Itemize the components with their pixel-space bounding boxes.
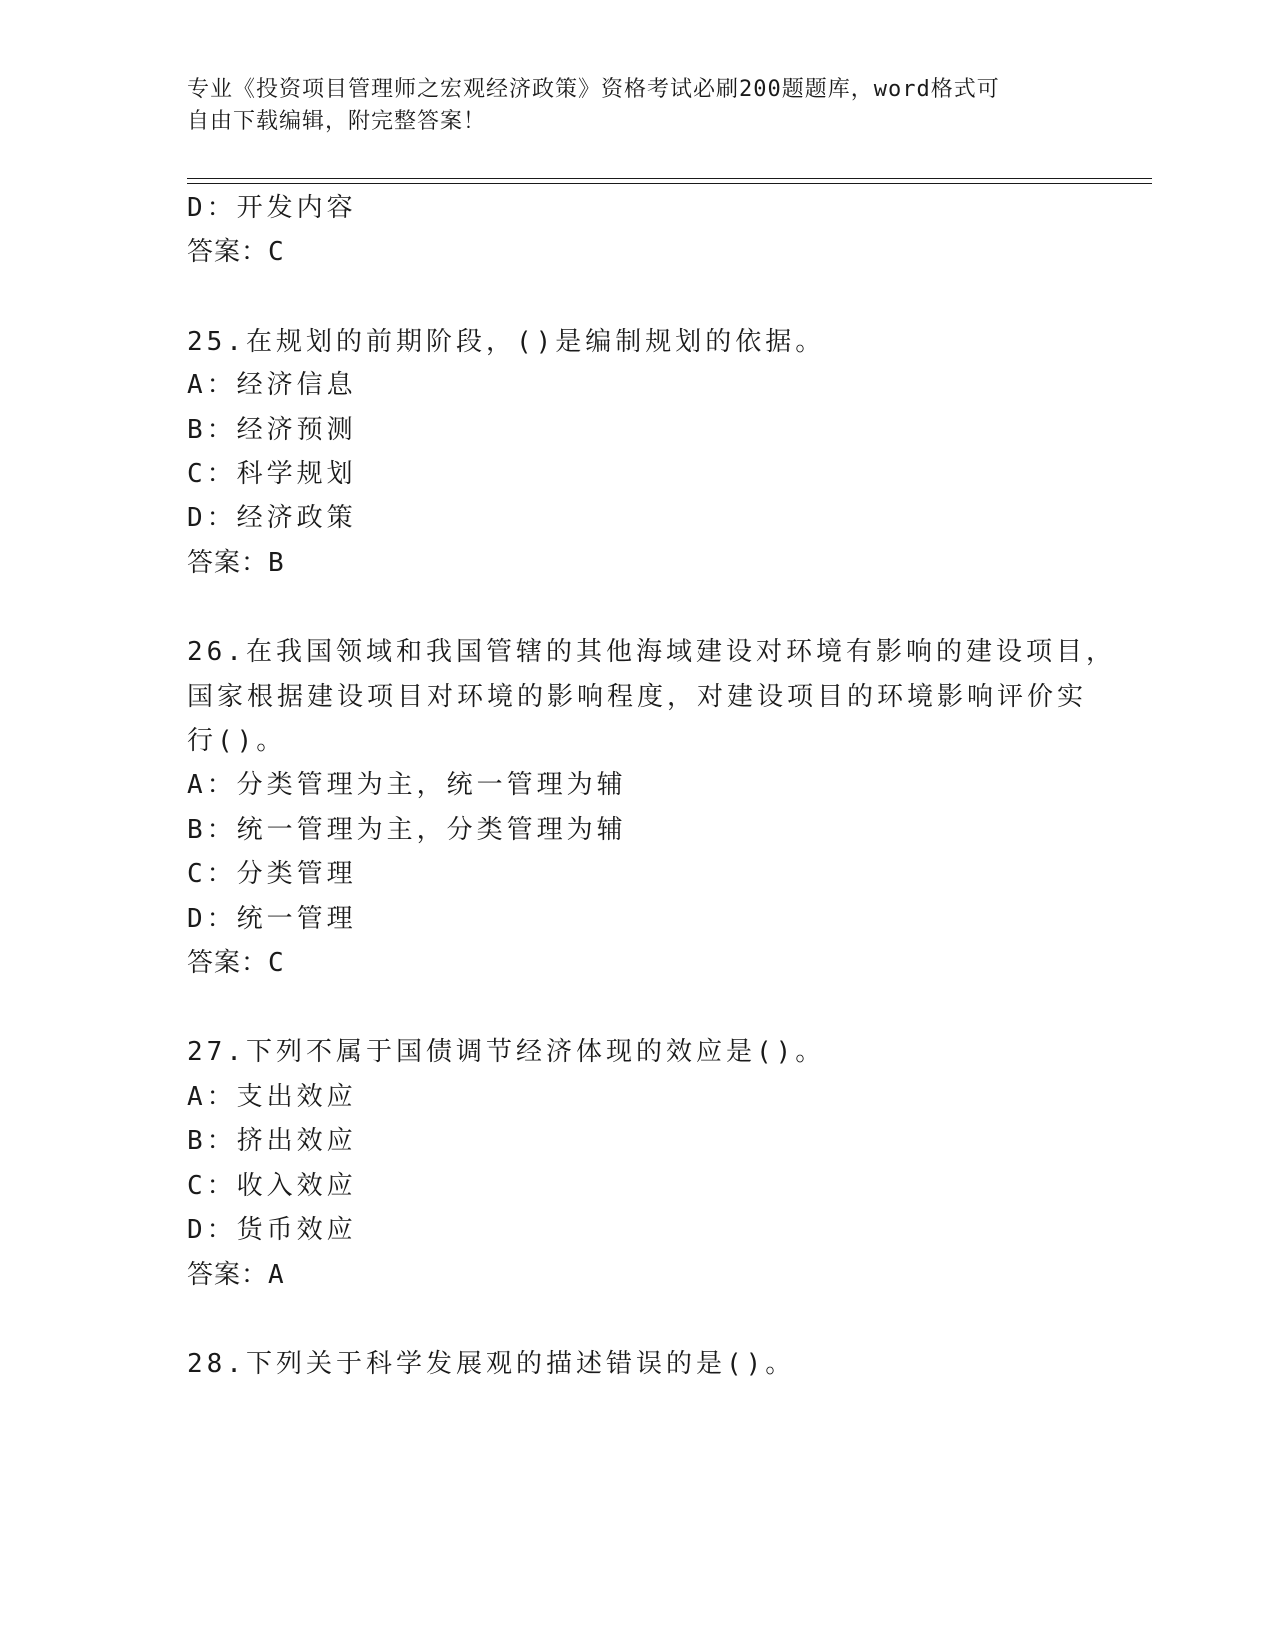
q28-stem: 28.下列关于科学发展观的描述错误的是()。 — [187, 1349, 796, 1379]
q27-option-a: A：支出效应 — [187, 1082, 357, 1112]
q27-option-d: D：货币效应 — [187, 1215, 357, 1245]
header-line-2: 自由下载编辑，附完整答案！ — [187, 109, 487, 134]
header-divider-bottom — [187, 183, 1152, 184]
q27-option-b: B：挤出效应 — [187, 1126, 357, 1156]
q27-option-c: C：收入效应 — [187, 1171, 357, 1201]
q26-stem-line-1: 26.在我国领域和我国管辖的其他海域建设对环境有影响的建设项目， — [187, 637, 1116, 667]
q25-option-c: C：科学规划 — [187, 459, 357, 489]
q26-stem-line-3: 行()。 — [187, 726, 287, 756]
q25-option-b: B：经济预测 — [187, 415, 357, 445]
q27-answer: 答案：A — [187, 1260, 285, 1290]
document-header — [187, 74, 1067, 138]
prev-answer: 答案：C — [187, 237, 285, 267]
q25-answer: 答案：B — [187, 548, 285, 578]
prev-option-d: D：开发内容 — [187, 193, 357, 223]
q25-stem: 25.在规划的前期阶段，()是编制规划的依据。 — [187, 327, 826, 357]
q26-stem-line-2: 国家根据建设项目对环境的影响程度，对建设项目的环境影响评价实 — [187, 682, 1088, 712]
q27-stem: 27.下列不属于国债调节经济体现的效应是()。 — [187, 1037, 826, 1067]
q26-option-c: C：分类管理 — [187, 859, 357, 889]
header-divider-top — [187, 178, 1152, 179]
q26-option-a: A：分类管理为主，统一管理为辅 — [187, 770, 627, 800]
q25-option-a: A：经济信息 — [187, 370, 357, 400]
header-line-1: 专业《投资项目管理师之宏观经济政策》资格考试必刷200题题库，word格式可 — [187, 77, 1000, 102]
q26-option-b: B：统一管理为主，分类管理为辅 — [187, 815, 627, 845]
q26-option-d: D：统一管理 — [187, 904, 357, 934]
q26-answer: 答案：C — [187, 948, 285, 978]
q25-option-d: D：经济政策 — [187, 503, 357, 533]
